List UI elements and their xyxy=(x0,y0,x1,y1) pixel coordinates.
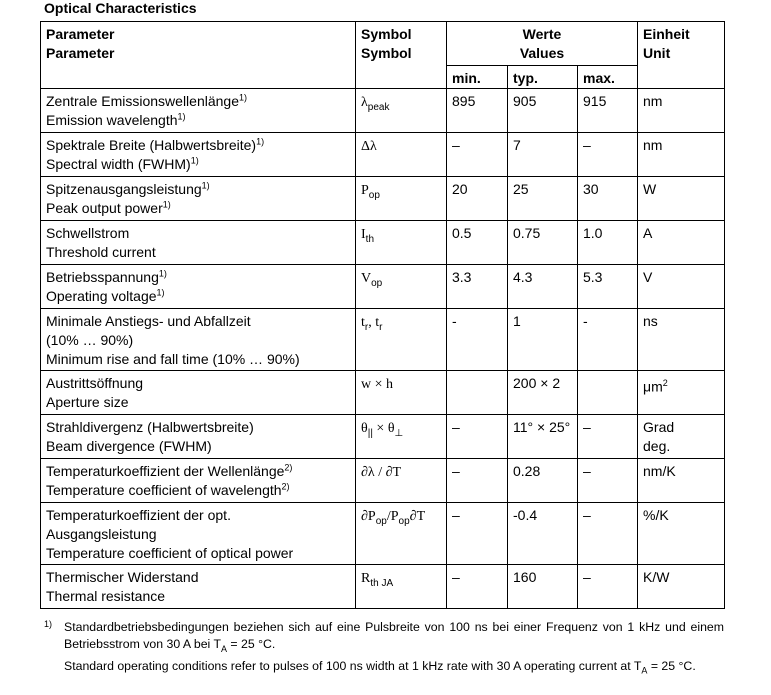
cell-typ: 0.28 xyxy=(508,459,578,503)
cell-max: – xyxy=(578,565,638,609)
cell-max: – xyxy=(578,503,638,565)
cell-symbol: $\partial P_{op}/P_{op}\partial T$ xyxy=(356,503,447,565)
table-row xyxy=(41,459,725,503)
cell-symbol: $I_{th}$ xyxy=(356,221,447,265)
optical-characteristics-table xyxy=(40,21,725,609)
table-row xyxy=(41,503,725,565)
cell-max: 30 xyxy=(578,177,638,221)
cell-unit: $\mu m^2$ xyxy=(638,371,725,415)
header-min: min. xyxy=(447,66,508,89)
cell-parameter: Minimale Anstiegs- und Abfallzeit (10% … 90%) Minimum rise and fall time (10% … 90%) xyxy=(41,309,356,371)
cell-max: – xyxy=(578,133,638,177)
cell-typ: 7 xyxy=(508,133,578,177)
cell-symbol: $t_r$, $t_r$ xyxy=(356,309,447,371)
cell-min: – xyxy=(447,133,508,177)
cell-unit: nm/K xyxy=(638,459,725,503)
cell-symbol: $P_{op}$ xyxy=(356,177,447,221)
cell-unit: W xyxy=(638,177,725,221)
cell-unit: V xyxy=(638,265,725,309)
cell-min: 0.5 xyxy=(447,221,508,265)
cell-typ: 160 xyxy=(508,565,578,609)
cell-parameter: Betriebsspannung$^{1)}$ Operating voltage$^{1)}$ xyxy=(41,265,356,309)
table-row xyxy=(41,309,725,371)
cell-min: 3.3 xyxy=(447,265,508,309)
cell-min: – xyxy=(447,503,508,565)
cell-max: 5.3 xyxy=(578,265,638,309)
cell-parameter: Temperaturkoeffizient der opt. Ausgangsleistung Temperature coefficient of optical power xyxy=(41,503,356,565)
footnote-mark: 1) xyxy=(44,619,53,629)
cell-symbol: ∂λ / ∂T xyxy=(356,459,447,503)
cell-min: – xyxy=(447,565,508,609)
cell-symbol: $V_{op}$ xyxy=(356,265,447,309)
cell-max: 1.0 xyxy=(578,221,638,265)
cell-unit: ns xyxy=(638,309,725,371)
footnote xyxy=(44,619,724,679)
cell-min: – xyxy=(447,415,508,459)
cell-symbol: $\theta_{||} \times \theta_\perp$ xyxy=(356,415,447,459)
header-symbol: Symbol Symbol xyxy=(356,22,447,89)
cell-parameter: Spektrale Breite (Halbwertsbreite)$^{1)}$ Spectral width (FWHM)$^{1)}$ xyxy=(41,133,356,177)
cell-parameter: Temperaturkoeffizient der Wellenlänge$^{2)}$ Temperature coefficient of wavelength$^{2)}$ xyxy=(41,459,356,503)
table-row xyxy=(41,415,725,459)
cell-symbol: $R_{th JA}$ xyxy=(356,565,447,609)
cell-max xyxy=(578,371,638,415)
table-row xyxy=(41,565,725,609)
cell-max: - xyxy=(578,309,638,371)
cell-min xyxy=(447,371,508,415)
table-row xyxy=(41,265,725,309)
header-max: max. xyxy=(578,66,638,89)
cell-typ: 11° × 25° xyxy=(508,415,578,459)
cell-unit: nm xyxy=(638,133,725,177)
cell-symbol: w × h xyxy=(356,371,447,415)
header-parameter: Parameter Parameter xyxy=(41,22,356,89)
cell-typ: 4.3 xyxy=(508,265,578,309)
cell-parameter: Austrittsöffnung Aperture size xyxy=(41,371,356,415)
footnote-en: Standard operating conditions refer to pulses of 100 ns width at 1 kHz rate with 30 A operating current at $T_A = 25$ °C. xyxy=(64,658,696,676)
cell-unit: K/W xyxy=(638,565,725,609)
cell-min: - xyxy=(447,309,508,371)
cell-min: 20 xyxy=(447,177,508,221)
cell-typ: 200 × 2 xyxy=(508,371,578,415)
cell-unit: A xyxy=(638,221,725,265)
table-row xyxy=(41,89,725,133)
cell-max: 915 xyxy=(578,89,638,133)
table-row xyxy=(41,133,725,177)
cell-typ: 0.75 xyxy=(508,221,578,265)
cell-typ: 905 xyxy=(508,89,578,133)
cell-max: – xyxy=(578,415,638,459)
header-typ: typ. xyxy=(508,66,578,89)
cell-parameter: Thermischer Widerstand Thermal resistance xyxy=(41,565,356,609)
cell-parameter: Zentrale Emissionswellenlänge$^{1)}$ Emission wavelength$^{1)}$ xyxy=(41,89,356,133)
cell-typ: 25 xyxy=(508,177,578,221)
cell-unit: nm xyxy=(638,89,725,133)
cell-symbol: $\lambda_{peak}$ xyxy=(356,89,447,133)
table-row xyxy=(41,177,725,221)
table-row xyxy=(41,371,725,415)
cell-min: 895 xyxy=(447,89,508,133)
cell-unit: Grad deg. xyxy=(638,415,725,459)
header-values: Werte Values xyxy=(447,22,638,66)
cell-typ: -0.4 xyxy=(508,503,578,565)
cell-parameter: Spitzenausgangsleistung$^{1)}$ Peak output power$^{1)}$ xyxy=(41,177,356,221)
header-unit: Einheit Unit xyxy=(638,22,725,89)
cell-parameter: Schwellstrom Threshold current xyxy=(41,221,356,265)
section-title: Optical Characteristics xyxy=(44,0,197,16)
cell-symbol: Δλ xyxy=(356,133,447,177)
cell-unit: %/K xyxy=(638,503,725,565)
cell-parameter: Strahldivergenz (Halbwertsbreite) Beam divergence (FWHM) xyxy=(41,415,356,459)
cell-min: – xyxy=(447,459,508,503)
table-row xyxy=(41,221,725,265)
cell-max: – xyxy=(578,459,638,503)
cell-typ: 1 xyxy=(508,309,578,371)
footnote-de: Standardbetriebsbedingungen beziehen sich auf eine Pulsbreite von 100 ns bei einer Frequenz von 1 kHz und einem Betriebsstrom von 30 A bei $T_A = 25$ °C. xyxy=(64,620,724,654)
